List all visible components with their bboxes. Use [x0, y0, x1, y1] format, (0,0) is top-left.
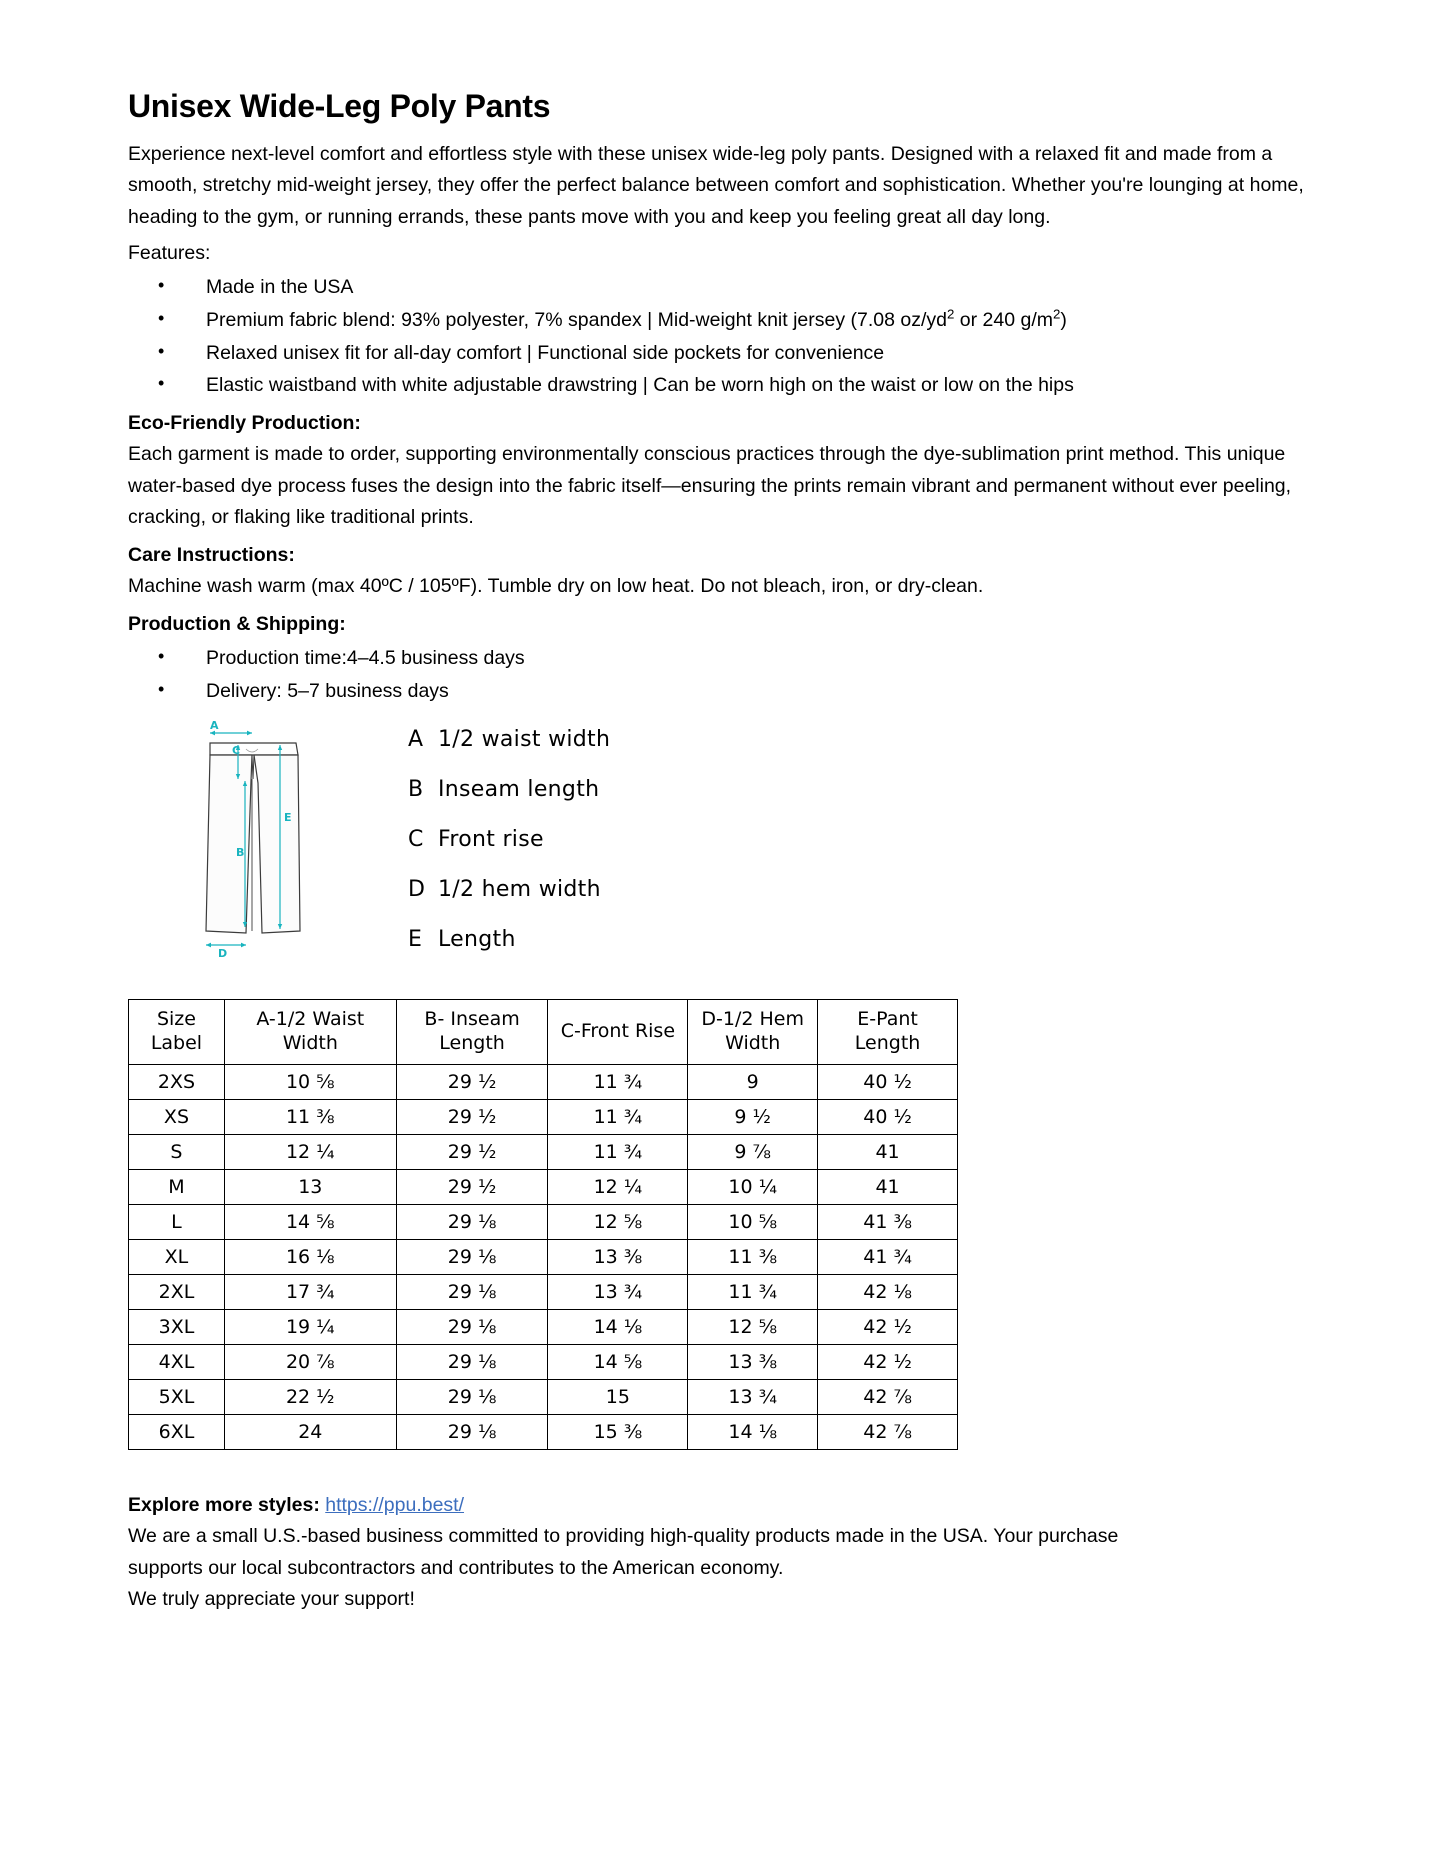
- table-row: [129, 1414, 958, 1449]
- list-item: [128, 304, 1317, 337]
- diagram-label-a: A: [210, 721, 219, 733]
- cell-rise: 13 ¾: [548, 1274, 688, 1309]
- table-row: [129, 1099, 958, 1134]
- feature-text-part-c: ): [1060, 308, 1067, 331]
- table-row: [129, 1344, 958, 1379]
- cell-rise: 13 ⅜: [548, 1239, 688, 1274]
- cell-hem: 9: [688, 1064, 818, 1099]
- column-header: C-Front Rise: [548, 1000, 688, 1065]
- cell-rise: 11 ¾: [548, 1134, 688, 1169]
- table-row: [129, 1379, 958, 1414]
- legend-letter: D: [408, 877, 426, 903]
- cell-waist: 20 ⅞: [224, 1344, 396, 1379]
- explore-label: Explore more styles:: [128, 1493, 326, 1516]
- cell-inseam: 29 ½: [396, 1064, 548, 1099]
- legend-letter: A: [408, 727, 424, 753]
- cell-inseam: 29 ½: [396, 1099, 548, 1134]
- cell-waist: 12 ¼: [224, 1134, 396, 1169]
- explore-line: [128, 1490, 1317, 1521]
- legend-label: Length: [438, 927, 516, 953]
- cell-rise: 14 ⅝: [548, 1344, 688, 1379]
- cell-size: XL: [129, 1239, 225, 1274]
- list-item: • Elastic waistband with white adjustable drawstring | Can be worn high on the waist or low on the hips: [128, 369, 1317, 402]
- column-header: D-1/2 Hem Width: [688, 1000, 818, 1065]
- table-row: [129, 1169, 958, 1204]
- cell-rise: 14 ⅛: [548, 1309, 688, 1344]
- size-chart-body: [129, 1064, 958, 1449]
- legend-label: Inseam length: [438, 777, 600, 803]
- cell-inseam: 29 ½: [396, 1134, 548, 1169]
- list-item: • Relaxed unisex fit for all-day comfort | Functional side pockets for convenience: [128, 337, 1317, 370]
- list-item: • Delivery: 5–7 business days: [128, 675, 1317, 708]
- cell-waist: 17 ¾: [224, 1274, 396, 1309]
- cell-size: L: [129, 1204, 225, 1239]
- cell-length: 40 ½: [818, 1099, 958, 1134]
- cell-inseam: 29 ⅛: [396, 1274, 548, 1309]
- table-header-row: [129, 1000, 958, 1065]
- cell-length: 41: [818, 1134, 958, 1169]
- legend-letter: B: [408, 777, 424, 803]
- list-item: • Made in the USA: [128, 271, 1317, 304]
- cell-length: 42 ½: [818, 1309, 958, 1344]
- table-row: [129, 1064, 958, 1099]
- cell-hem: 10 ⅝: [688, 1204, 818, 1239]
- cell-waist: 16 ⅛: [224, 1239, 396, 1274]
- cell-hem: 12 ⅝: [688, 1309, 818, 1344]
- footer-line-1: We are a small U.S.-based business committed to providing high-quality products made in the USA. Your purchase: [128, 1525, 1119, 1548]
- cell-waist: 19 ¼: [224, 1309, 396, 1344]
- feature-superscript-1: 2: [947, 306, 955, 322]
- cell-hem: 9 ⅞: [688, 1134, 818, 1169]
- cell-inseam: 29 ½: [396, 1169, 548, 1204]
- column-header: E-Pant Length: [818, 1000, 958, 1065]
- diagram-label-d: D: [218, 947, 228, 961]
- cell-size: 2XS: [129, 1064, 225, 1099]
- diagram-label-b: B: [236, 846, 245, 860]
- cell-waist: 13: [224, 1169, 396, 1204]
- list-item: • Production time:4–4.5 business days: [128, 642, 1317, 675]
- cell-inseam: 29 ⅛: [396, 1414, 548, 1449]
- legend-item: [408, 777, 610, 802]
- cell-size: 2XL: [129, 1274, 225, 1309]
- cell-inseam: 29 ⅛: [396, 1309, 548, 1344]
- legend-label: 1/2 hem width: [438, 877, 601, 903]
- cell-length: 40 ½: [818, 1064, 958, 1099]
- eco-heading: Eco-Friendly Production:: [128, 412, 361, 435]
- diagram-label-c: C: [232, 744, 241, 758]
- legend-item: [408, 727, 610, 752]
- cell-rise: 12 ¼: [548, 1169, 688, 1204]
- cell-rise: 12 ⅝: [548, 1204, 688, 1239]
- cell-size: XS: [129, 1099, 225, 1134]
- cell-hem: 9 ½: [688, 1099, 818, 1134]
- cell-hem: 11 ¾: [688, 1274, 818, 1309]
- footer-line-2: supports our local subcontractors and contributes to the American economy.: [128, 1556, 784, 1579]
- cell-waist: 22 ½: [224, 1379, 396, 1414]
- cell-rise: 11 ¾: [548, 1064, 688, 1099]
- cell-length: 42 ⅛: [818, 1274, 958, 1309]
- eco-paragraph: Each garment is made to order, supporting environmentally conscious practices through the dye-sublimation print method. This unique water-based dye process fuses the design into the fabric itself—ensuring the prints remain vibrant and permanent without ever peeling, cracking, or flaking like traditional prints.: [128, 443, 1292, 529]
- legend-item: [408, 927, 610, 952]
- cell-inseam: 29 ⅛: [396, 1344, 548, 1379]
- pants-diagram-icon: [188, 721, 388, 971]
- legend-label: Front rise: [438, 827, 544, 853]
- cell-hem: 11 ⅜: [688, 1239, 818, 1274]
- cell-rise: 15: [548, 1379, 688, 1414]
- legend-label: 1/2 waist width: [438, 727, 611, 753]
- cell-size: 4XL: [129, 1344, 225, 1379]
- explore-link[interactable]: https://ppu.best/: [325, 1493, 465, 1516]
- feature-text-part-a: Premium fabric blend: 93% polyester, 7% spandex | Mid-weight knit jersey (7.08 oz/yd: [206, 308, 947, 331]
- cell-waist: 11 ⅜: [224, 1099, 396, 1134]
- cell-inseam: 29 ⅛: [396, 1239, 548, 1274]
- column-header: A-1/2 Waist Width: [224, 1000, 396, 1065]
- cell-rise: 15 ⅜: [548, 1414, 688, 1449]
- footer-section: [128, 1490, 1317, 1616]
- cell-hem: 14 ⅛: [688, 1414, 818, 1449]
- cell-length: 42 ⅞: [818, 1414, 958, 1449]
- footer-line-3: We truly appreciate your support!: [128, 1588, 415, 1611]
- legend-item: [408, 877, 610, 902]
- legend-item: [408, 827, 610, 852]
- diagram-label-e: E: [284, 811, 292, 825]
- shipping-list: [128, 642, 1317, 708]
- cell-waist: 24: [224, 1414, 396, 1449]
- cell-size: S: [129, 1134, 225, 1169]
- cell-inseam: 29 ⅛: [396, 1204, 548, 1239]
- column-header: B- Inseam Length: [396, 1000, 548, 1065]
- cell-waist: 14 ⅝: [224, 1204, 396, 1239]
- cell-length: 41 ⅜: [818, 1204, 958, 1239]
- table-row: [129, 1204, 958, 1239]
- size-chart-table: [128, 999, 958, 1450]
- measurement-diagram-row: [188, 721, 1317, 977]
- table-row: [129, 1134, 958, 1169]
- cell-length: 42 ⅞: [818, 1379, 958, 1414]
- legend-letter: C: [408, 827, 424, 853]
- cell-hem: 10 ¼: [688, 1169, 818, 1204]
- features-label: Features:: [128, 241, 211, 264]
- cell-length: 41 ¾: [818, 1239, 958, 1274]
- cell-inseam: 29 ⅛: [396, 1379, 548, 1414]
- cell-length: 42 ½: [818, 1344, 958, 1379]
- intro-paragraph: Experience next-level comfort and effortless style with these unisex wide-leg poly pants. Designed with a relaxed fit and made from a smooth, stretchy mid-weight jersey, they offer the perfect balance between comfort and sophistication. Whether you're lounging at home, heading to the gym, or running errands, these pants move with you and keep you feeling great all day long.: [128, 142, 1304, 228]
- column-header: Size Label: [129, 1000, 225, 1065]
- table-row: [129, 1239, 958, 1274]
- legend-letter: E: [408, 927, 423, 953]
- page-title: Unisex Wide-Leg Poly Pants: [128, 88, 551, 124]
- cell-waist: 10 ⅝: [224, 1064, 396, 1099]
- table-row: [129, 1274, 958, 1309]
- cell-hem: 13 ⅜: [688, 1344, 818, 1379]
- feature-superscript-2: 2: [1053, 306, 1061, 322]
- measurement-legend: [408, 721, 610, 977]
- care-heading: Care Instructions:: [128, 544, 295, 567]
- cell-length: 41: [818, 1169, 958, 1204]
- cell-hem: 13 ¾: [688, 1379, 818, 1414]
- feature-text-part-b: or 240 g/m: [954, 308, 1054, 331]
- cell-size: 5XL: [129, 1379, 225, 1414]
- cell-size: 3XL: [129, 1309, 225, 1344]
- cell-size: 6XL: [129, 1414, 225, 1449]
- shipping-heading: Production & Shipping:: [128, 612, 346, 635]
- table-row: [129, 1309, 958, 1344]
- cell-rise: 11 ¾: [548, 1099, 688, 1134]
- cell-size: M: [129, 1169, 225, 1204]
- care-paragraph: Machine wash warm (max 40ºC / 105ºF). Tumble dry on low heat. Do not bleach, iron, or dry-clean.: [128, 575, 984, 598]
- features-list: [128, 271, 1317, 402]
